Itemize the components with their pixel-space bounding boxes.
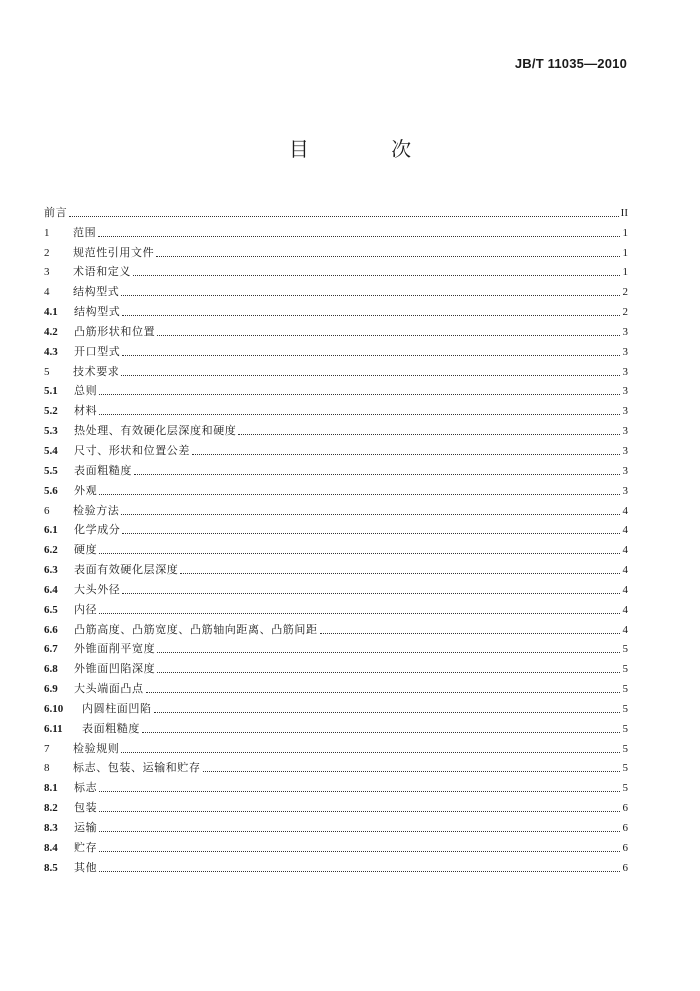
toc-leader-dots	[121, 375, 620, 376]
toc-entry-number: 6.8	[44, 663, 58, 676]
standard-code: JB/T 11035—2010	[514, 56, 627, 71]
toc-entry[interactable]	[44, 775, 628, 795]
toc-entry-page: 6	[622, 822, 628, 834]
toc-entry[interactable]	[44, 458, 628, 478]
toc-entry-number: 5.4	[44, 444, 58, 457]
toc-entry-number: 6.10	[44, 702, 64, 715]
toc-entry-title: 检验方法	[73, 503, 120, 517]
toc-entry-title: 外锥面削平宽度	[74, 642, 156, 656]
toc-entry[interactable]	[44, 398, 628, 418]
toc-entry-title: 范围	[73, 225, 97, 239]
toc-entry[interactable]	[44, 716, 628, 736]
toc-entry-title: 结构型式	[74, 305, 121, 319]
toc-entry-title: 尺寸、形状和位置公差	[74, 443, 190, 457]
toc-entry-number: 6.3	[44, 564, 58, 577]
toc-entry-title: 其他	[74, 860, 98, 874]
toc-entry-number: 6.7	[44, 643, 58, 656]
toc-leader-dots	[98, 236, 620, 237]
toc-entry-number: 8.2	[44, 802, 58, 815]
toc-leader-dots	[133, 275, 620, 276]
toc-entry[interactable]	[44, 597, 628, 617]
toc-entry[interactable]	[44, 756, 628, 776]
toc-entry-title: 结构型式	[73, 285, 120, 299]
toc-entry-number: 4.1	[44, 306, 58, 319]
toc-leader-dots	[99, 394, 620, 395]
toc-entry-page: 5	[622, 683, 628, 696]
toc-entry-title: 表面粗糙度	[82, 721, 140, 735]
toc-entry-page: 5	[622, 722, 628, 735]
toc-entry-page: 5	[622, 762, 628, 775]
toc-entry-number: 6.9	[44, 683, 58, 696]
toc-leader-dots	[238, 434, 620, 435]
toc-entry-page: 3	[622, 444, 628, 457]
toc-entry[interactable]	[44, 557, 628, 577]
toc-leader-dots	[146, 692, 620, 693]
toc-entry[interactable]	[44, 518, 628, 538]
toc-entry-title: 表面粗糙度	[74, 463, 132, 477]
toc-entry-page: 2	[622, 306, 628, 319]
toc-leader-dots	[121, 752, 620, 753]
toc-entry-title: 包装	[74, 801, 98, 815]
toc-entry-title: 热处理、有效硬化层深度和硬度	[74, 424, 237, 438]
toc-entry[interactable]	[44, 637, 628, 657]
toc-entry-number: 6.11	[44, 722, 63, 735]
toc-entry-title: 标志	[74, 781, 98, 795]
toc-leader-dots	[180, 573, 620, 574]
toc-entry-title: 大头外径	[74, 582, 121, 596]
toc-entry-title: 凸筋形状和位置	[74, 324, 156, 338]
toc-entry[interactable]	[44, 676, 628, 696]
toc-entry-number: 7	[44, 742, 50, 755]
toc-entry-number: 8	[44, 762, 50, 775]
toc-entry-number: 4.3	[44, 345, 58, 358]
toc-entry[interactable]	[44, 478, 628, 498]
toc-entry-title: 凸筋高度、凸筋宽度、凸筋轴向距离、凸筋间距	[74, 622, 318, 636]
toc-entry-number: 5.3	[44, 425, 58, 438]
toc-entry-page: 1	[622, 246, 628, 259]
toc-entry-number: 1	[44, 226, 50, 239]
toc-entry-title: 大头端面凸点	[74, 682, 144, 696]
toc-entry-number: 4	[44, 286, 50, 299]
toc-entry-page: 5	[622, 643, 628, 656]
toc-leader-dots	[99, 553, 620, 554]
toc-entry-number: 8.1	[44, 782, 58, 795]
toc-entry-page: 3	[622, 365, 628, 378]
toc-entry[interactable]	[44, 319, 628, 339]
toc-entry[interactable]	[44, 795, 628, 815]
toc-entry-number: 6.1	[44, 524, 58, 537]
toc-entry-title: 开口型式	[74, 344, 121, 358]
toc-entry-page: 4	[622, 564, 628, 577]
toc-entry-number: 5.5	[44, 464, 58, 477]
toc-entry-page: 4	[622, 603, 628, 616]
toc-entry[interactable]	[44, 240, 628, 260]
toc-entry-page: 6	[622, 841, 628, 854]
toc-entry-title: 外观	[74, 483, 98, 497]
toc-leader-dots	[157, 652, 620, 653]
toc-entry-title: 检验规则	[73, 741, 120, 755]
toc-entry-page: 3	[622, 325, 628, 338]
toc-entry-page: 2	[622, 286, 628, 299]
toc-entry-page: 3	[622, 484, 628, 497]
toc-leader-dots	[154, 712, 620, 713]
toc-entry-title: 贮存	[74, 840, 98, 854]
toc-leader-dots	[203, 771, 620, 772]
toc-entry-number: 8.5	[44, 861, 58, 874]
toc-entry-number: 6.2	[44, 544, 58, 557]
toc-entry[interactable]	[44, 200, 628, 220]
toc-entry-number: 8.3	[44, 822, 58, 834]
toc-leader-dots	[99, 811, 620, 812]
toc-leader-dots	[99, 871, 620, 872]
toc-entry[interactable]	[44, 855, 628, 875]
toc-entry-page: 5	[622, 663, 628, 676]
toc-leader-dots	[156, 256, 620, 257]
toc-entry-title: 内圆柱面凹陷	[82, 701, 152, 715]
toc-entry-page: 1	[622, 266, 628, 279]
toc-entry-number: 2	[44, 246, 50, 259]
toc-entry-page: 3	[622, 425, 628, 438]
toc-entry-page: 4	[622, 544, 628, 557]
toc-leader-dots	[121, 295, 620, 296]
toc-leader-dots	[99, 414, 620, 415]
toc-entry-title: 规范性引用文件	[73, 245, 155, 259]
toc-leader-dots	[69, 216, 618, 217]
toc-leader-dots	[99, 494, 620, 495]
toc-entry[interactable]	[44, 537, 628, 557]
toc-entry[interactable]	[44, 835, 628, 855]
toc-entry[interactable]	[44, 359, 628, 379]
toc-leader-dots	[157, 672, 620, 673]
toc-entry-title: 运输	[74, 821, 98, 834]
toc-leader-dots	[122, 315, 620, 316]
toc-entry[interactable]	[44, 339, 628, 359]
toc-entry[interactable]	[44, 220, 628, 240]
toc-entry-page: 5	[622, 742, 628, 755]
toc-entry-number: 5	[44, 365, 50, 378]
toc-leader-dots	[157, 335, 620, 336]
toc-entry-page: 3	[622, 345, 628, 358]
toc-leader-dots	[99, 831, 620, 832]
toc-entry[interactable]	[44, 279, 628, 299]
toc-entry-page: 5	[622, 782, 628, 795]
toc-entry-title: 总则	[74, 384, 98, 398]
toc-entry-number: 8.4	[44, 841, 58, 854]
toc-entry-title: 前言	[44, 205, 68, 219]
toc-entry-title: 表面有效硬化层深度	[74, 563, 179, 577]
toc-entry-title: 内径	[74, 602, 98, 616]
toc-entry-title: 技术要求	[73, 364, 120, 378]
toc-entry-number: 6.4	[44, 583, 58, 596]
toc-entry-title: 术语和定义	[73, 265, 131, 279]
toc-entry-number: 5.1	[44, 385, 58, 398]
toc-entry[interactable]	[44, 418, 628, 438]
toc-title: 目 次	[288, 137, 450, 161]
toc-entry-number: 3	[44, 266, 50, 279]
toc-leader-dots	[320, 633, 620, 634]
toc-entry-page: II	[620, 206, 628, 219]
toc-entry-title: 外锥面凹陷深度	[74, 662, 156, 676]
toc-entry[interactable]	[44, 617, 628, 637]
toc-entry-page: 4	[622, 524, 628, 537]
toc-entry-title: 化学成分	[74, 523, 121, 537]
toc-entry-number: 5.6	[44, 484, 58, 497]
toc-entry-number: 6.6	[44, 623, 58, 636]
toc-entry-page: 5	[622, 702, 628, 715]
toc-entry-page: 4	[622, 583, 628, 596]
toc-entry[interactable]	[44, 379, 628, 399]
toc-entry[interactable]	[44, 260, 628, 280]
toc-leader-dots	[122, 533, 620, 534]
toc-entry[interactable]	[44, 736, 628, 756]
toc-entry-page: 3	[622, 464, 628, 477]
toc-leader-dots	[134, 474, 620, 475]
table-of-contents	[44, 200, 628, 875]
toc-leader-dots	[99, 613, 620, 614]
toc-leader-dots	[122, 355, 620, 356]
toc-entry[interactable]	[44, 438, 628, 458]
toc-entry-number: 6	[44, 504, 50, 517]
toc-entry-page: 4	[622, 504, 628, 517]
toc-entry[interactable]	[44, 577, 628, 597]
toc-entry-page: 6	[622, 802, 628, 815]
toc-leader-dots	[99, 791, 620, 792]
toc-entry[interactable]	[44, 299, 628, 319]
toc-entry[interactable]	[44, 696, 628, 716]
toc-entry-page: 1	[622, 226, 628, 239]
toc-entry-title: 材料	[74, 404, 98, 418]
toc-entry-number: 5.2	[44, 405, 58, 418]
toc-entry-page: 3	[622, 385, 628, 398]
toc-leader-dots	[99, 851, 620, 852]
toc-entry-title: 标志、包装、运输和贮存	[73, 761, 201, 775]
toc-entry[interactable]	[44, 498, 628, 518]
toc-entry[interactable]	[44, 815, 628, 835]
toc-leader-dots	[121, 514, 620, 515]
toc-entry-page: 3	[622, 405, 628, 418]
toc-entry-page: 6	[622, 861, 628, 874]
toc-leader-dots	[192, 454, 620, 455]
toc-entry-number: 4.2	[44, 325, 58, 338]
toc-entry-title: 硬度	[74, 543, 98, 557]
toc-entry[interactable]	[44, 656, 628, 676]
toc-leader-dots	[142, 732, 620, 733]
toc-entry-number: 6.5	[44, 603, 58, 616]
toc-entry-page: 4	[622, 623, 628, 636]
toc-leader-dots	[122, 593, 620, 594]
